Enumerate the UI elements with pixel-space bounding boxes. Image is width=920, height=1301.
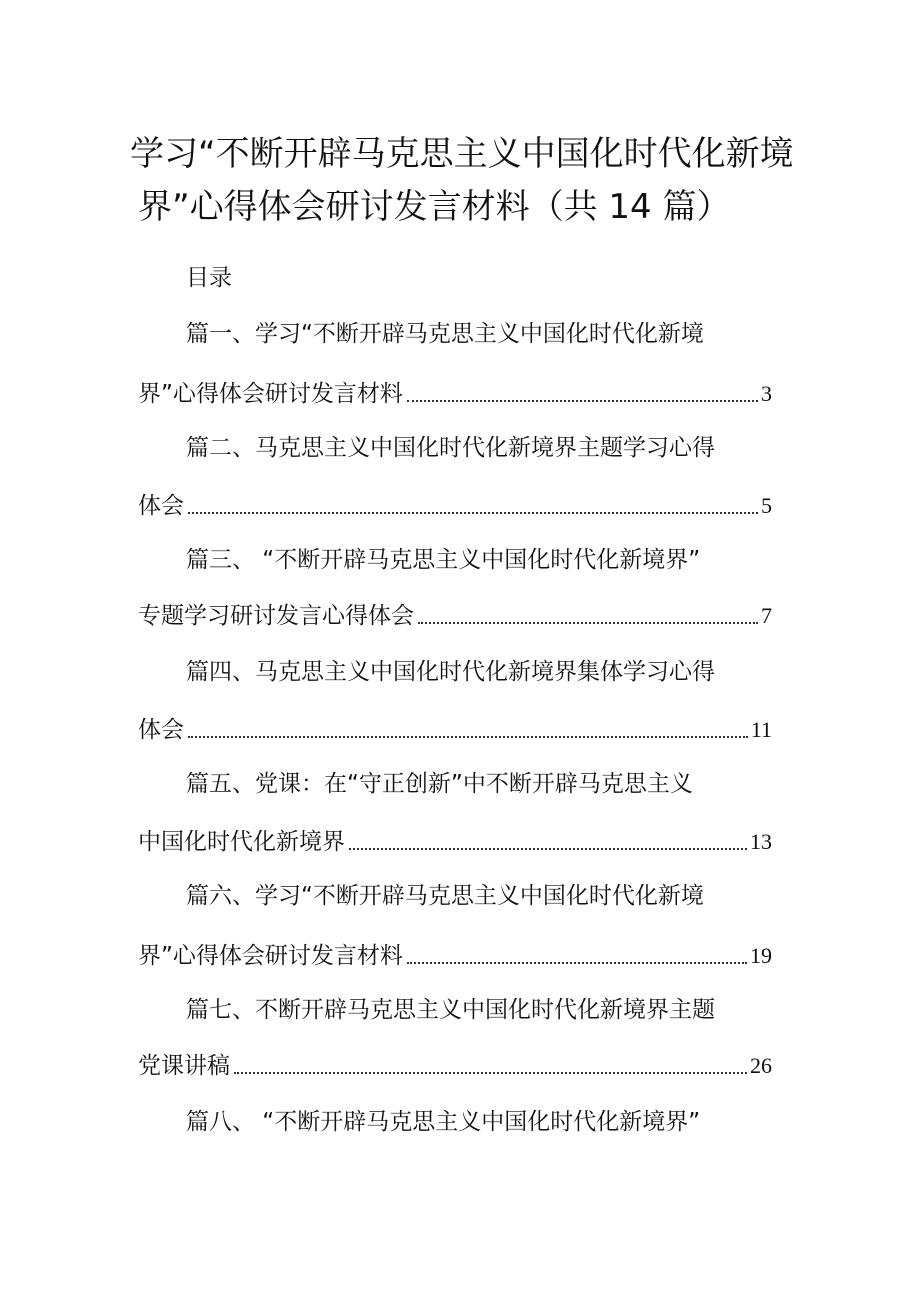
toc-entry-7-dot-leader [234, 1072, 747, 1074]
toc-entry-4-text: 体会 [138, 717, 184, 743]
toc-entry-2-line-1[interactable]: 篇二、马克思主义中国化时代化新境界主题学习心得 [186, 435, 715, 461]
toc-entry-5-dot-leader [349, 848, 747, 850]
toc-entry-2-dot-leader [188, 512, 758, 514]
toc-entry-3-text: 专题学习研讨发言心得体会 [138, 603, 414, 629]
toc-entry-4-line-1[interactable]: 篇四、马克思主义中国化时代化新境界集体学习心得 [186, 659, 715, 685]
document-title-line-2: 界”心得体会研讨发言材料（共 14 篇） [138, 187, 731, 227]
toc-entry-4-line-2[interactable] [138, 714, 772, 746]
toc-entry-6-line-2[interactable] [138, 940, 772, 972]
toc-entry-2-page-number: 5 [761, 493, 772, 518]
toc-entry-5-text: 中国化时代化新境界 [138, 829, 345, 855]
toc-entry-6-page-number: 19 [750, 943, 772, 968]
toc-entry-2-text: 体会 [138, 493, 184, 519]
toc-heading: 目录 [186, 265, 232, 291]
toc-entry-5-line-1[interactable]: 篇五、党课：在“守正创新”中不断开辟马克思主义 [186, 771, 693, 797]
toc-entry-7-line-2[interactable] [138, 1050, 772, 1082]
toc-entry-1-line-2[interactable] [138, 378, 772, 410]
toc-entry-6-text: 界”心得体会研讨发言材料 [138, 943, 403, 969]
toc-entry-7-page-number: 26 [750, 1053, 772, 1078]
toc-entry-7-line-1[interactable]: 篇七、不断开辟马克思主义中国化时代化新境界主题 [186, 997, 715, 1023]
toc-entry-1-page-number: 3 [761, 381, 772, 406]
toc-entry-3-dot-leader [418, 622, 758, 624]
toc-entry-4-dot-leader [188, 736, 748, 738]
toc-entry-6-line-1[interactable]: 篇六、学习“不断开辟马克思主义中国化时代化新境 [186, 883, 704, 909]
toc-entry-1-line-1[interactable]: 篇一、学习“不断开辟马克思主义中国化时代化新境 [186, 321, 704, 347]
document-title-line-1: 学习“不断开辟马克思主义中国化时代化新境 [130, 134, 794, 174]
toc-entry-5-page-number: 13 [750, 829, 772, 854]
toc-entry-4-page-number: 11 [750, 717, 772, 742]
toc-entry-5-line-2[interactable] [138, 826, 772, 858]
toc-entry-8-line-1[interactable]: 篇八、 “不断开辟马克思主义中国化时代化新境界” [186, 1109, 701, 1135]
toc-entry-3-line-1[interactable]: 篇三、 “不断开辟马克思主义中国化时代化新境界” [186, 547, 701, 573]
document-title [130, 128, 800, 234]
toc-entry-3-page-number: 7 [761, 603, 772, 628]
toc-entry-1-text: 界”心得体会研讨发言材料 [138, 381, 403, 407]
toc-entry-2-line-2[interactable] [138, 490, 772, 522]
toc-entry-3-line-2[interactable] [138, 600, 772, 632]
toc-entry-7-text: 党课讲稿 [138, 1053, 230, 1079]
toc-entry-1-dot-leader [407, 400, 758, 402]
toc-entry-6-dot-leader [407, 962, 747, 964]
